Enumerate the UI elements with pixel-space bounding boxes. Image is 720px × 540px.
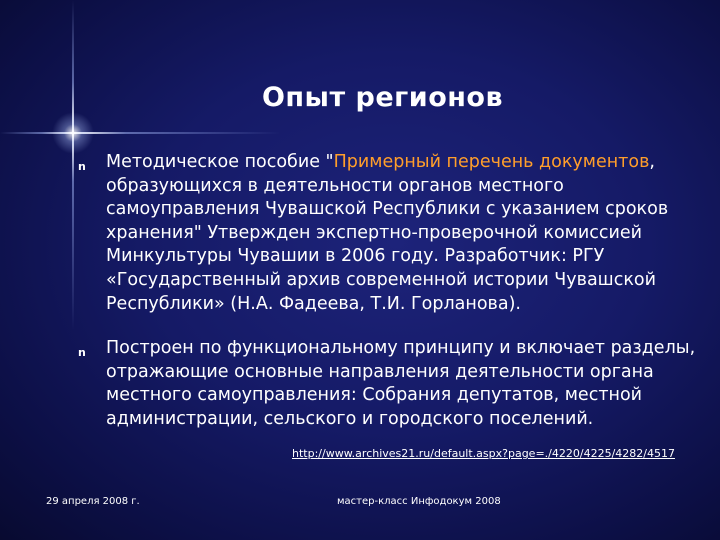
bullet-1-line-1: Методическое пособие "Примерный перечень документов, — [106, 152, 655, 172]
source-link[interactable]: http://www.archives21.ru/default.aspx?page=./4220/4225/4282/4517 — [292, 447, 675, 460]
bullet-text-1 — [106, 151, 698, 316]
footer-date: 29 апреля 2008 г. — [46, 496, 140, 507]
bullet-2-line-2: отражающие основные направления деятельности органа — [106, 361, 654, 382]
lens-flare-vertical — [72, 0, 74, 330]
slide-title: Опыт регионов — [261, 82, 504, 113]
bullet-1-line-5: Минкультуры Чувашии в 2006 году. Разработчик: РГУ — [106, 246, 605, 267]
bullet-2-line-3: местного самоуправления: Собрания депутатов, местной — [106, 385, 643, 406]
bullet-2-line-1: Построен по функциональному принципу и включает разделы, — [106, 338, 696, 358]
bullet-1-line-4: хранения" Утвержден экспертно-проверочной комиссией — [106, 222, 642, 243]
bullet-1-line-7: Республики» (Н.А. Фадеева, Т.И. Горланова). — [106, 293, 521, 314]
bullet-marker-2: n — [78, 346, 86, 359]
bullet-1-line-3: самоуправления Чувашской Республики с указанием сроков — [106, 199, 669, 220]
lens-flare-horizontal — [0, 132, 280, 134]
highlighted-title: Примерный перечень документов — [333, 152, 650, 172]
bullet-2-line-4: администрации, сельского и городского поселений. — [106, 408, 594, 429]
bullet-1-line-6: «Государственный архив современной истории Чувашской — [106, 269, 656, 290]
bullet-1-line-2: образующихся в деятельности органов местного — [106, 175, 564, 196]
lens-flare-glow — [52, 112, 94, 154]
bullet-marker-1: n — [78, 160, 86, 173]
footer-event: мастер-класс Инфодокум 2008 — [337, 496, 501, 507]
bullet-text-2 — [106, 337, 698, 431]
